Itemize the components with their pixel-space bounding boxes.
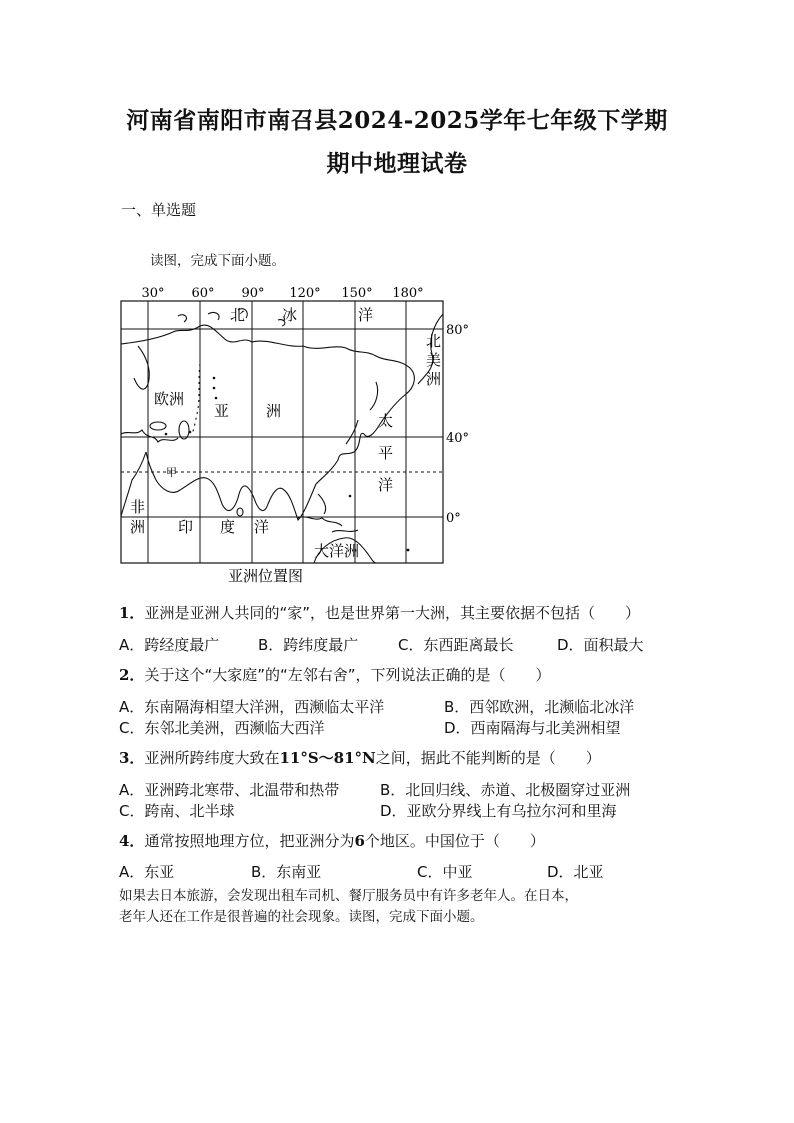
label-yang3: 洋	[254, 518, 270, 536]
lon-label-180: 180°	[392, 286, 424, 301]
lon-label-90: 90°	[241, 286, 265, 301]
map-dots	[165, 377, 410, 552]
question-1	[119, 602, 640, 623]
label-yin: 印	[178, 518, 194, 536]
label-yang: 洋	[358, 306, 374, 324]
question-1-text: 亚洲是亚洲人共同的“家”，也是世界第一大洲，其主要依据不包括（ ）	[144, 604, 640, 622]
lat-label-40: 40°	[446, 431, 470, 446]
map-frame	[121, 301, 443, 563]
label-yang2: 洋	[378, 476, 394, 494]
label-bing: 冰	[282, 306, 298, 324]
intro-text: 读图，完成下面小题。	[150, 253, 285, 269]
q4-option-b: B．东南亚	[251, 863, 322, 881]
map-svg	[118, 284, 478, 584]
label-zhou2: 洲	[130, 518, 146, 536]
label-fei: 非	[130, 498, 146, 516]
label-du: 度	[220, 518, 236, 536]
label-ping: 平	[378, 444, 394, 462]
question-3-text-pre: 亚洲所跨纬度大致在	[144, 749, 280, 767]
q2-option-b: B．西邻欧洲，北濒临北冰洋	[444, 698, 635, 716]
q3-option-a: A．亚洲跨北寒带、北温带和热带	[119, 781, 340, 799]
map-caption: 亚洲位置图	[228, 567, 304, 584]
coastlines	[121, 309, 443, 563]
question-2	[119, 664, 551, 685]
q2-option-a: A．东南隔海相望大洋洲，西濒临太平洋	[119, 698, 385, 716]
lat-label-80: 80°	[446, 323, 470, 338]
question-2-text: 关于这个“大家庭”的“左邻右舍”，下列说法正确的是（ ）	[144, 666, 551, 684]
q3-option-c: C．跨南、北半球	[119, 802, 235, 820]
question-4-region-count: 6	[354, 832, 365, 850]
q4-option-c: C．中亚	[417, 863, 473, 881]
q3-option-d: D．亚欧分界线上有乌拉尔河和里海	[380, 802, 617, 820]
label-bei: 北	[230, 306, 246, 324]
label-dayangzhou: 大洋洲	[314, 542, 360, 560]
question-3-text-post: 之间，据此不能判断的是（ ）	[375, 749, 601, 767]
lon-label-30: 30°	[141, 286, 165, 301]
q4-option-d: D．北亚	[547, 863, 604, 881]
lat-label-0: 0°	[446, 511, 461, 526]
question-3-number: 3．	[119, 749, 145, 767]
q3-option-b: B．北回归线、赤道、北极圈穿过亚洲	[380, 781, 631, 799]
q2-option-c: C．东邻北美洲，西濒临大西洋	[119, 719, 325, 737]
exam-title-line2: 期中地理试卷	[326, 150, 468, 177]
label-tai: 太	[378, 412, 394, 430]
closing-paragraph-line2: 老年人还在工作是很普遍的社会现象。读图，完成下面小题。	[119, 909, 484, 925]
q1-option-c: C．东西距离最长	[398, 636, 514, 654]
question-3-latitude-range: 11°S～81°N	[279, 749, 376, 767]
q2-option-d: D．西南隔海与北美洲相望	[444, 719, 621, 737]
label-ouzhou: 欧洲	[154, 390, 185, 408]
question-4-text-pre: 通常按照地理方位，把亚洲分为	[144, 832, 355, 850]
q1-option-b: B．跨纬度最广	[258, 636, 359, 654]
question-1-number: 1．	[119, 604, 145, 622]
label-beimei-3: 洲	[426, 370, 442, 388]
lon-label-120: 120°	[289, 286, 321, 301]
question-4-number: 4．	[119, 832, 145, 850]
label-beimei-2: 美	[426, 351, 442, 369]
q1-option-a: A．跨经度最广	[119, 636, 220, 654]
q4-option-a: A．东亚	[119, 863, 175, 881]
question-4	[119, 830, 545, 851]
label-zhou: 洲	[266, 402, 282, 420]
lon-label-150: 150°	[341, 286, 373, 301]
label-beimei-1: 北	[426, 332, 442, 350]
label-jia: 甲	[166, 466, 177, 479]
closing-paragraph-line1: 如果去日本旅游，会发现出租车司机、餐厅服务员中有许多老年人。在日本，	[119, 888, 578, 904]
lon-label-60: 60°	[191, 286, 215, 301]
q1-option-d: D．面积最大	[557, 636, 644, 654]
section-heading: 一、单选题	[121, 201, 197, 219]
question-3	[119, 747, 601, 768]
exam-title-line1: 河南省南阳市南召县2024-2025学年七年级下学期	[126, 107, 668, 134]
asia-location-map	[118, 284, 478, 584]
question-2-number: 2．	[119, 666, 145, 684]
question-4-text-post: 个地区。中国位于（ ）	[364, 832, 545, 850]
label-ya: 亚	[214, 402, 230, 420]
